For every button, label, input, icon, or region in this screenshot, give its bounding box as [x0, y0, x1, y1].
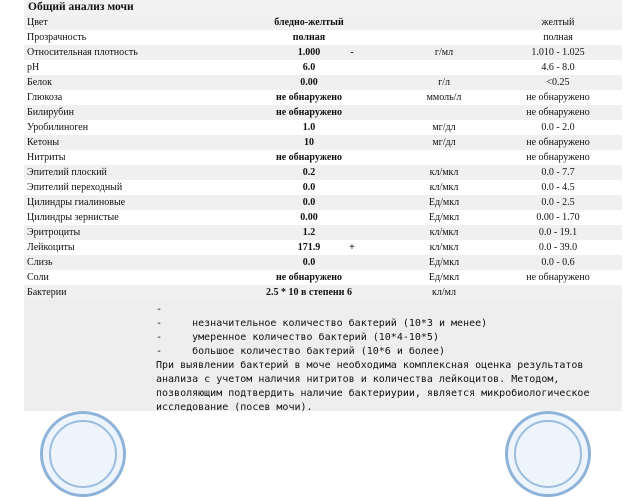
test-name: Бактерии [27, 287, 67, 298]
reference-range: 0.0 - 19.1 [538, 227, 578, 238]
test-unit: Ед/мкл [428, 272, 460, 283]
test-name: Билирубин [27, 107, 74, 118]
test-name: Прозрачность [27, 32, 87, 43]
test-name: Цилиндры гиалиновые [27, 197, 126, 208]
test-unit: Ед/мкл [428, 257, 460, 268]
test-value: не обнаружено [275, 272, 343, 283]
test-name: Эпителий переходный [27, 182, 123, 193]
test-unit: Ед/мкл [428, 212, 460, 223]
test-name: Цвет [27, 17, 48, 28]
test-name: Лейкоциты [27, 242, 75, 253]
bacteria-note [24, 298, 622, 411]
reference-range: 0.0 - 4.5 [541, 182, 575, 193]
test-value: 0.2 [302, 167, 316, 178]
note-paragraph: При выявлении бактерий в моче необходима комплексная оценка результатов анализа с учетом наличия нитритов и количества лейкоцитов. Методом, позволяющим подтвердить наличие бактериурии, является микробиологическое исследование (посев мочи). [156, 360, 590, 413]
test-name: Белок [27, 77, 53, 88]
reference-range: не обнаружено [526, 152, 590, 163]
reference-range: не обнаружено [526, 137, 590, 148]
test-unit: кл/мкл [429, 242, 459, 253]
reference-range: 0.00 - 1.70 [536, 212, 580, 223]
table-row [24, 105, 622, 120]
test-unit: г/мл [434, 47, 454, 58]
test-name: Кетоны [27, 137, 60, 148]
test-value: 10 [304, 137, 314, 148]
reference-range: не обнаружено [526, 272, 590, 283]
test-name: Эпителий плоский [27, 167, 107, 178]
table-row [24, 195, 622, 210]
reference-range: 0.0 - 2.5 [541, 197, 575, 208]
table-row [24, 30, 622, 45]
test-value: 1.2 [302, 227, 316, 238]
abnormal-flag: + [349, 242, 355, 253]
test-name: Слизь [27, 257, 53, 268]
test-name: pH [27, 62, 40, 73]
reference-range: полная [543, 32, 573, 43]
test-name: Соли [27, 272, 49, 283]
test-value: 0.0 [302, 257, 316, 268]
table-row [24, 90, 622, 105]
table-row [24, 60, 622, 75]
lab-stamp-right [505, 411, 591, 497]
reference-range: <0.25 [546, 77, 570, 88]
note-bullet: - незначительное количество бактерий (10*3 и менее) [156, 318, 488, 329]
table-row [24, 240, 622, 255]
test-unit: Ед/мкл [428, 197, 460, 208]
test-value: не обнаружено [275, 152, 343, 163]
section-title: Общий анализ мочи [24, 0, 622, 15]
test-unit: мг/дл [432, 122, 456, 133]
table-row [24, 180, 622, 195]
table-row [24, 210, 622, 225]
table-row [24, 120, 622, 135]
test-name: Эритроциты [27, 227, 81, 238]
table-row [24, 135, 622, 150]
test-unit: кл/мл [432, 287, 456, 298]
note-bullet: - умеренное количество бактерий (10*4-10*5) [156, 332, 439, 343]
lab-stamp-left [40, 411, 126, 497]
test-value: не обнаружено [275, 92, 343, 103]
test-value: 1.0 [302, 122, 316, 133]
test-name: Относительная плотность [27, 47, 138, 58]
table-row [24, 45, 622, 60]
abnormal-flag: - [350, 47, 354, 58]
reference-range: не обнаружено [526, 92, 590, 103]
reference-range: 0.0 - 7.7 [541, 167, 575, 178]
reference-range: не обнаружено [526, 107, 590, 118]
test-value: бледно-желтый [274, 17, 344, 28]
table-row [24, 225, 622, 240]
test-unit: мг/дл [432, 137, 456, 148]
test-value: 2.5 * 10 в степени 6 [266, 287, 352, 298]
test-unit: кл/мкл [429, 227, 459, 238]
reference-range: 4.6 - 8.0 [541, 62, 575, 73]
table-row [24, 255, 622, 270]
test-value: 0.0 [302, 197, 316, 208]
table-row [24, 165, 622, 180]
test-name: Уробилиноген [27, 122, 89, 133]
reference-range: 0.0 - 0.6 [541, 257, 575, 268]
table-row [24, 15, 622, 30]
test-value: 0.00 [300, 77, 318, 88]
test-name: Цилиндры зернистые [27, 212, 119, 223]
note-bullet: - большое количество бактерий (10*6 и более) [156, 346, 445, 357]
test-unit: кл/мкл [429, 182, 459, 193]
reference-range: 0.0 - 39.0 [538, 242, 578, 253]
test-value: не обнаружено [275, 107, 343, 118]
test-value: 0.00 [300, 212, 318, 223]
note-bullet: - [156, 304, 163, 315]
table-row [24, 75, 622, 90]
reference-range: 1.010 - 1.025 [531, 47, 585, 58]
test-unit: кл/мкл [429, 167, 459, 178]
test-value: 1.000 [297, 47, 321, 58]
test-name: Нитриты [27, 152, 66, 163]
test-value: 0.0 [302, 182, 316, 193]
test-unit: г/л [438, 77, 450, 88]
reference-range: 0.0 - 2.0 [541, 122, 575, 133]
test-value: 6.0 [302, 62, 316, 73]
reference-range: желтый [541, 17, 575, 28]
test-value: 171.9 [297, 242, 321, 253]
test-unit: ммоль/л [426, 92, 462, 103]
table-row [24, 150, 622, 165]
table-row [24, 270, 622, 285]
test-name: Глюкоза [27, 92, 63, 103]
test-value: полная [292, 32, 326, 43]
